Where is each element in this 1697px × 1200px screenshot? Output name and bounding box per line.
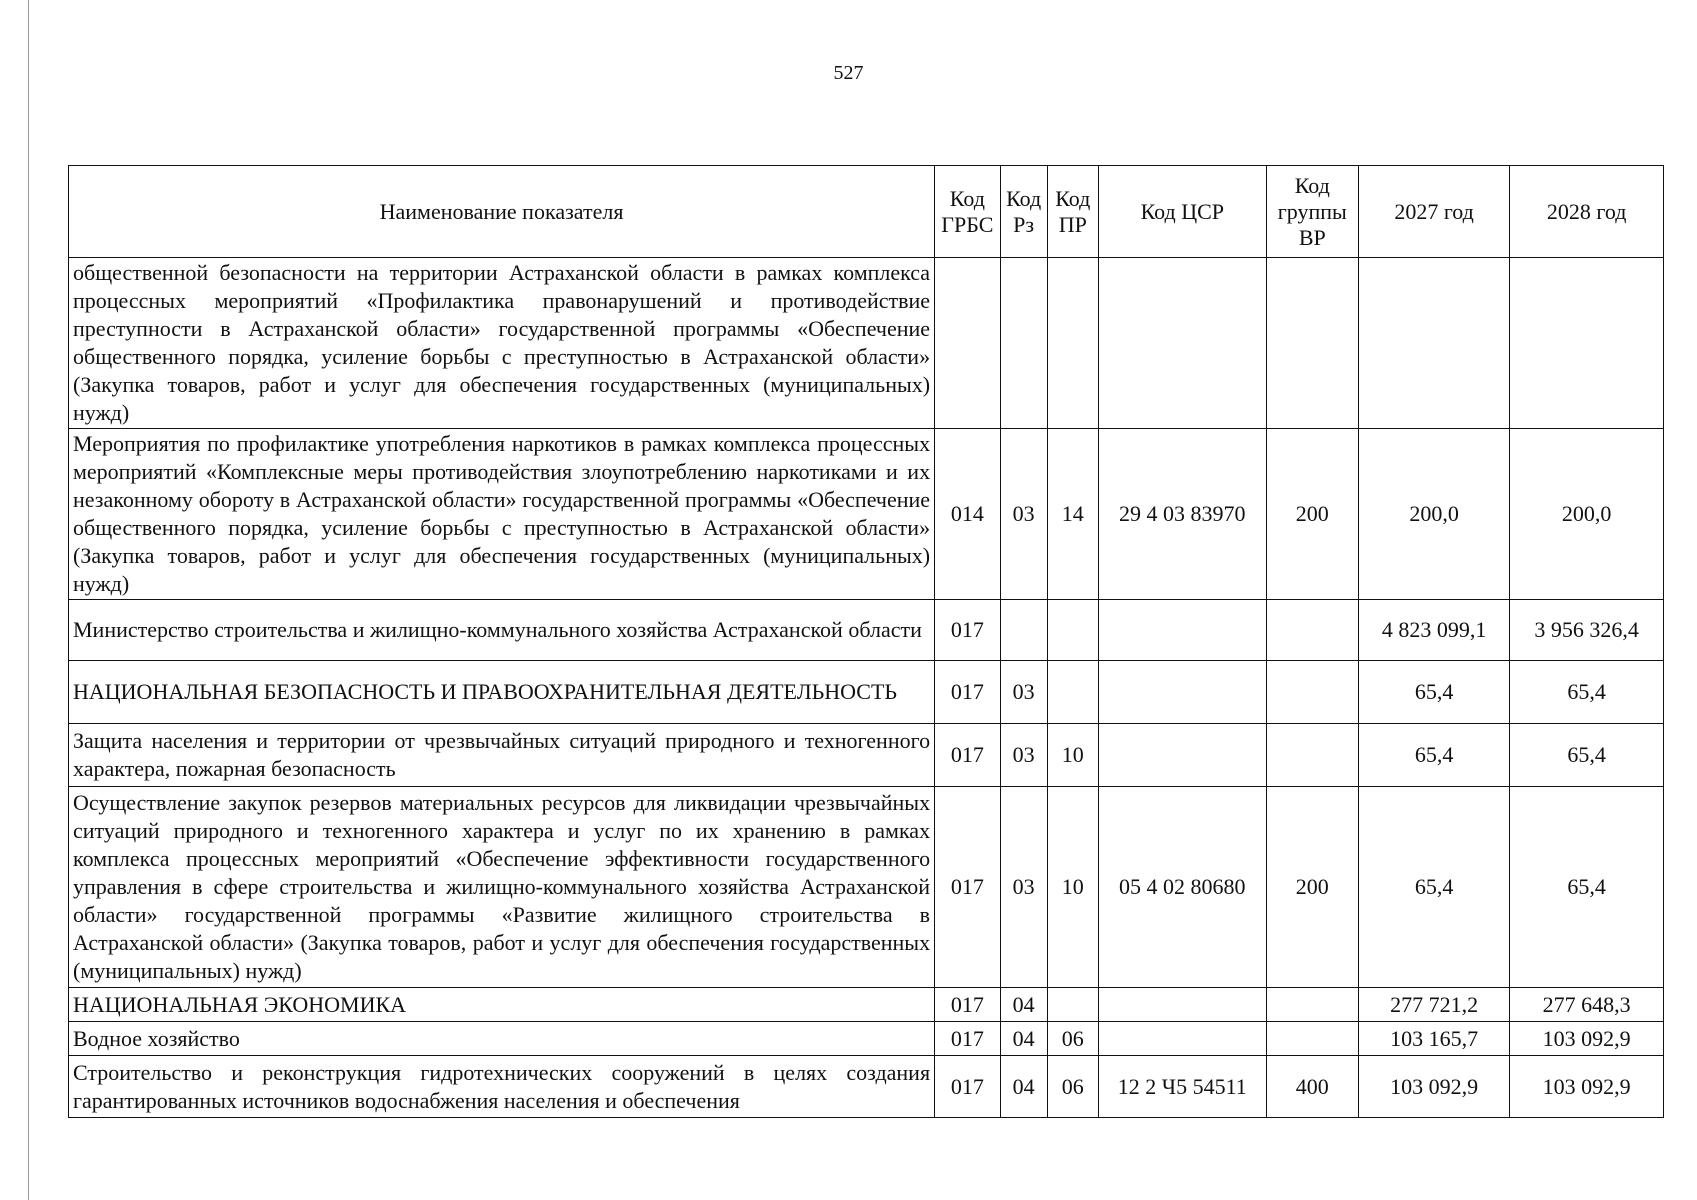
row-csr: 29 4 03 83970: [1098, 429, 1266, 600]
row-2027: 200,0: [1358, 429, 1510, 600]
row-grbs: 017: [935, 600, 1001, 661]
row-pr: 10: [1047, 787, 1098, 988]
row-vr: [1266, 258, 1358, 429]
row-grbs: [935, 258, 1001, 429]
row-rz: 03: [1000, 429, 1047, 600]
budget-table: [68, 165, 1664, 1118]
row-csr: [1098, 600, 1266, 661]
table-row: [69, 988, 1664, 1022]
row-grbs: 017: [935, 1056, 1001, 1118]
row-name: Мероприятия по профилактике употребления наркотиков в рамках комплекса процессных мероприятий «Комплексные меры противодействия злоупотреблению наркотиками и их незаконному обороту в Астраханской области» государственной программы «Обеспечение общественного порядка, усиление борьбы с преступностью в Астраханской области» (Закупка товаров, работ и услуг для обеспечения государственных (муниципальных) нужд): [69, 429, 935, 600]
table-row: [69, 258, 1664, 429]
row-vr: [1266, 661, 1358, 724]
row-vr: [1266, 724, 1358, 787]
row-2028: 277 648,3: [1510, 988, 1664, 1022]
table-row: [69, 787, 1664, 988]
row-rz: [1000, 258, 1047, 429]
row-name: Защита населения и территории от чрезвычайных ситуаций природного и техногенного характера, пожарная безопасность: [69, 724, 935, 787]
header-csr: Код ЦСР: [1098, 166, 1266, 258]
row-csr: [1098, 724, 1266, 787]
row-grbs: 017: [935, 787, 1001, 988]
row-csr: [1098, 988, 1266, 1022]
table-row: [69, 1056, 1664, 1118]
header-2028: 2028 год: [1510, 166, 1664, 258]
row-rz: 04: [1000, 988, 1047, 1022]
row-2027: 103 165,7: [1358, 1022, 1510, 1056]
binding-line: [28, 0, 29, 1200]
row-pr: 10: [1047, 724, 1098, 787]
header-vr: Код группы ВР: [1266, 166, 1358, 258]
row-vr: 400: [1266, 1056, 1358, 1118]
row-rz: 03: [1000, 661, 1047, 724]
table-row: [69, 661, 1664, 724]
row-rz: [1000, 600, 1047, 661]
row-rz: 03: [1000, 787, 1047, 988]
row-rz: 04: [1000, 1022, 1047, 1056]
row-vr: [1266, 988, 1358, 1022]
header-name: Наименование показателя: [69, 166, 935, 258]
row-2027: 103 092,9: [1358, 1056, 1510, 1118]
row-2027: 65,4: [1358, 787, 1510, 988]
row-2027: [1358, 258, 1510, 429]
row-name: Строительство и реконструкция гидротехнических сооружений в целях создания гарантированных источников водоснабжения населения и обеспечения: [69, 1056, 935, 1118]
row-2028: 65,4: [1510, 661, 1664, 724]
row-pr: 14: [1047, 429, 1098, 600]
row-2028: 65,4: [1510, 724, 1664, 787]
header-grbs: Код ГРБС: [935, 166, 1001, 258]
row-rz: 04: [1000, 1056, 1047, 1118]
row-name: Министерство строительства и жилищно-коммунального хозяйства Астраханской области: [69, 600, 935, 661]
row-name: НАЦИОНАЛЬНАЯ БЕЗОПАСНОСТЬ И ПРАВООХРАНИТЕЛЬНАЯ ДЕЯТЕЛЬНОСТЬ: [69, 661, 935, 724]
row-name: Осуществление закупок резервов материальных ресурсов для ликвидации чрезвычайных ситуаций природного и техногенного характера и услуг по их хранению в рамках комплекса процессных мероприятий «Обеспечение эффективности государственного управления в сфере строительства и жилищно-коммунального хозяйства Астраханской области» государственной программы «Развитие жилищного строительства в Астраханской области» (Закупка товаров, работ и услуг для обеспечения государственных (муниципальных) нужд): [69, 787, 935, 988]
row-grbs: 017: [935, 1022, 1001, 1056]
row-csr: [1098, 258, 1266, 429]
row-2027: 277 721,2: [1358, 988, 1510, 1022]
table-row: [69, 1022, 1664, 1056]
row-csr: 05 4 02 80680: [1098, 787, 1266, 988]
row-2028: 65,4: [1510, 787, 1664, 988]
header-2027: 2027 год: [1358, 166, 1510, 258]
row-pr: 06: [1047, 1022, 1098, 1056]
page-number: 527: [833, 62, 864, 84]
table-row: [69, 600, 1664, 661]
row-vr: [1266, 1022, 1358, 1056]
row-csr: 12 2 Ч5 54511: [1098, 1056, 1266, 1118]
row-name: общественной безопасности на территории Астраханской области в рамках комплекса процессных мероприятий «Профилактика правонарушений и противодействие преступности в Астраханской области» государственной программы «Обеспечение общественного порядка, усиление борьбы с преступностью в Астраханской области» (Закупка товаров, работ и услуг для обеспечения государственных (муниципальных) нужд): [69, 258, 935, 429]
row-2028: [1510, 258, 1664, 429]
row-csr: [1098, 661, 1266, 724]
row-grbs: 014: [935, 429, 1001, 600]
table-row: [69, 429, 1664, 600]
row-vr: [1266, 600, 1358, 661]
table-header-row: [69, 166, 1664, 258]
row-2028: 200,0: [1510, 429, 1664, 600]
row-2027: 4 823 099,1: [1358, 600, 1510, 661]
table-row: [69, 724, 1664, 787]
row-2028: 3 956 326,4: [1510, 600, 1664, 661]
row-grbs: 017: [935, 724, 1001, 787]
row-csr: [1098, 1022, 1266, 1056]
row-2028: 103 092,9: [1510, 1022, 1664, 1056]
header-rz: Код Рз: [1000, 166, 1047, 258]
row-name: Водное хозяйство: [69, 1022, 935, 1056]
row-2028: 103 092,9: [1510, 1056, 1664, 1118]
row-name: НАЦИОНАЛЬНАЯ ЭКОНОМИКА: [69, 988, 935, 1022]
row-2027: 65,4: [1358, 724, 1510, 787]
row-vr: 200: [1266, 787, 1358, 988]
row-vr: 200: [1266, 429, 1358, 600]
row-pr: [1047, 988, 1098, 1022]
row-grbs: 017: [935, 661, 1001, 724]
header-pr: Код ПР: [1047, 166, 1098, 258]
row-pr: [1047, 661, 1098, 724]
row-rz: 03: [1000, 724, 1047, 787]
row-pr: [1047, 258, 1098, 429]
row-2027: 65,4: [1358, 661, 1510, 724]
row-pr: 06: [1047, 1056, 1098, 1118]
row-grbs: 017: [935, 988, 1001, 1022]
row-pr: [1047, 600, 1098, 661]
